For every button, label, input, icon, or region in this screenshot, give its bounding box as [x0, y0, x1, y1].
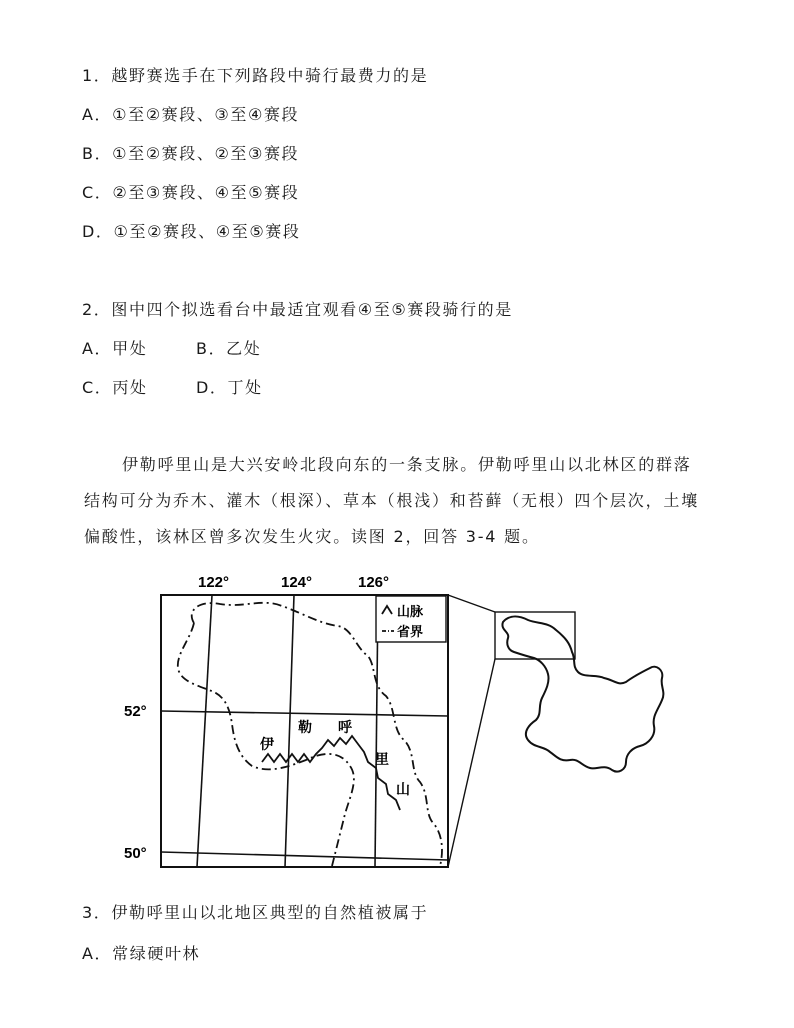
mountain-name-char-1: 伊: [260, 737, 274, 753]
question-3-option-a[interactable]: A．常绿硬叶林: [82, 944, 201, 963]
question-1-option-a[interactable]: A．①至②赛段、③至④赛段: [82, 105, 300, 124]
mountain-name-char-5: 山: [396, 782, 410, 798]
question-2-option-b[interactable]: B．乙处: [196, 339, 262, 358]
province-outline-heilongjiang: [502, 617, 663, 772]
lon-label-122: 122°: [198, 574, 230, 591]
inset-leader-top: [448, 595, 495, 612]
question-3-stem: 3．伊勒呼里山以北地区典型的自然植被属于: [82, 903, 429, 922]
question-2-stem: 2．图中四个拟选看台中最适宜观看④至⑤赛段骑行的是: [82, 300, 513, 319]
question-1-option-c[interactable]: C．②至③赛段、④至⑤赛段: [82, 183, 300, 202]
figure-2-map: [0, 560, 794, 890]
lat-label-52: 52°: [124, 703, 147, 720]
map-legend: [376, 596, 446, 642]
mountain-name-char-4: 里: [375, 752, 389, 768]
lon-label-126: 126°: [358, 574, 390, 591]
question-1-option-d[interactable]: D．①至②赛段、④至⑤赛段: [82, 222, 301, 241]
question-2-option-d[interactable]: D．丁处: [196, 378, 263, 397]
mountain-name-char-2: 勒: [298, 720, 312, 736]
question-2-option-c[interactable]: C．丙处: [82, 378, 148, 397]
question-1-stem: 1．越野赛选手在下列路段中骑行最费力的是: [82, 66, 429, 85]
legend-mountain-label: 山脉: [397, 605, 424, 620]
reading-passage: [84, 447, 708, 555]
question-1-option-b[interactable]: B．①至②赛段、②至③赛段: [82, 144, 300, 163]
mountain-name-char-3: 呼: [338, 720, 352, 736]
lon-label-124: 124°: [281, 574, 313, 591]
passage-text: 伊勒呼里山是大兴安岭北段向东的一条支脉。伊勒呼里山以北林区的群落结构可分为乔木、灌木（根深）、草本（根浅）和苔藓（无根）四个层次，土壤偏酸性，该林区曾多次发生火灾。读图 2，回答 3-4 题。: [84, 455, 700, 546]
question-2-option-a[interactable]: A．甲处: [82, 339, 148, 358]
inset-leader-bottom: [448, 659, 495, 867]
mountain-range-line: [262, 736, 400, 810]
map-svg: [0, 560, 794, 890]
legend-boundary-label: 省界: [397, 625, 424, 640]
lat-label-50: 50°: [124, 845, 147, 862]
